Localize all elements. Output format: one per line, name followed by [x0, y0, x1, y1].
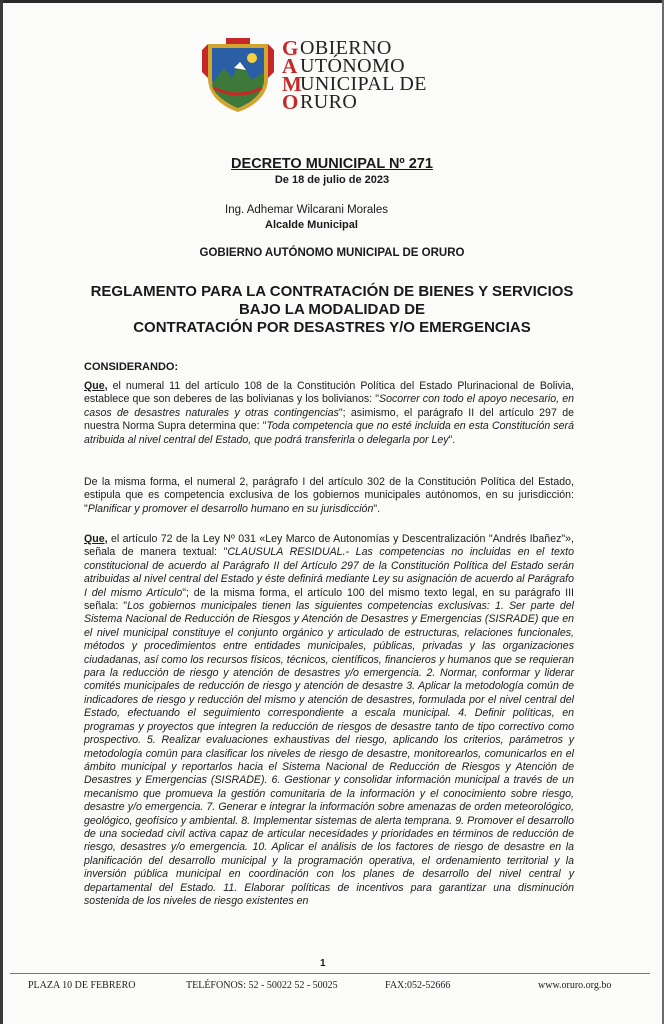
- footer-divider: [10, 973, 650, 974]
- regulation-title-line-1: REGLAMENTO PARA LA CONTRATACIÓN DE BIENES Y SERVICIOS: [90, 283, 574, 300]
- footer-phones: TELÉFONOS: 52 - 50022 52 - 50025: [186, 980, 338, 991]
- initial-g: G: [282, 36, 299, 60]
- paragraph-lead: Que,: [84, 533, 108, 545]
- quoted-text: Los gobiernos municipales tienen las siguientes competencias exclusivas: 1. Ser parte del Sistema Nacional de Reducción de Riesgos y Atención de Desastres y Emergencias (SISRADE) que en el nivel municipal constituye el conjunto orgánico y articulado de estructuras, relaciones funcionales, métodos y procedimientos entre entidades municipales, públicas, privadas y las organizaciones ciudadanas, así como los recursos físicos, técnicos, científicos, financieros y humanos que se requieran para la reducción de riesgo y atención de desastres y/o emergencia. 2. Normar, conformar y liderar comités municipales de reducción de riesgo y atención de desastre 3. Aplicar la metodología común de indicadores de riesgo y reducción del mismo y atención de desastres, formulada por el nivel central del Estado, efectuando el seguimiento correspondiente a escala municipal. 4. Definir políticas, en programas y proyectos que integren la reducción de riesgos de desastre tanto de tipo correctivo como prospectivo. 5. Realizar evaluaciones exhaustivas del riesgo, aplicando los criterios, parámetros y metodología común para clasificar los niveles de riesgo de desastre, monitorearlos, comunicarlos en el ámbito municipal y reportarlos hacia el Sistema Nacional de Reducción de Riesgos y Atención de Desastres y Emergencias (SISRADE). 6. Gestionar y consolidar información municipal a través de un mecanismo que promueva la gestión comunitaria de la información y el conocimiento sobre riesgo, desastre y/o emergencia. 7. Generar e integrar la información sobre amenazas de orden meteorológico, geológico, geofísico y ambiental. 8. Implementar sistemas de alerta temprana. 9. Promover el desarrollo de una sociedad civil activa capaz de articular necesidades y prioridades en términos de reducción de riesgo, desastres y/o emergencia. 10. Aplicar el análisis de los factores de riesgo de desastre en la planificación del desarrollo municipal y la programación operativa, el ordenamiento territorial y la inversión pública municipal en coordinación con los planes de desarrollo del nivel central y departamental del Estado. 11. Elaborar políticas de incentivos para garantizar una disminución sostenida de los niveles de riesgo existentes en: [84, 600, 574, 907]
- logo-words: [300, 39, 427, 111]
- paragraph-2: [84, 476, 574, 516]
- footer-fax: FAX:052-52666: [385, 980, 451, 991]
- paragraph-text: De la misma forma, el numeral 2, parágrafo I del artículo 302 de la Constitución Política del Estado, estipula que es competencia exclusiva de los gobiernos municipales autónomos, en su jurisdicción: ": [84, 476, 574, 515]
- decree-title: DECRETO MUNICIPAL Nº 271: [231, 156, 433, 172]
- quoted-text: Socorrer con todo el apoyo necesario, en casos de desastres naturales y otras contingencias: [84, 393, 574, 419]
- regulation-title: [0, 283, 664, 337]
- government-name: GOBIERNO AUTÓNOMO MUNICIPAL DE ORURO: [199, 247, 465, 259]
- mayor-title: Alcalde Municipal: [265, 219, 358, 231]
- paragraph-3: [84, 533, 574, 908]
- logo-initials: [282, 36, 302, 114]
- logo-line-3: UNICIPAL DE: [300, 73, 427, 95]
- initial-m: M: [282, 72, 302, 96]
- paragraph-text: "; asimismo, el parágrafo II del artículo 297 de nuestra Norma Supra determina que: ": [84, 406, 574, 433]
- regulation-title-line-2: BAJO LA MODALIDAD DE: [238, 301, 426, 318]
- paragraph-text: ".: [448, 433, 456, 446]
- coat-of-arms-icon: [200, 38, 276, 114]
- paragraph-text: ".: [373, 502, 381, 515]
- logo-line-4: RURO: [300, 91, 358, 113]
- logo-line-1: OBIERNO: [300, 37, 392, 59]
- regulation-title-line-3: CONTRATACIÓN POR DESASTRES Y/O EMERGENCIAS: [133, 319, 531, 336]
- initial-o: O: [282, 90, 299, 114]
- paragraph-text: "; de la misma forma, el artículo 100 del mismo texto legal, en su parágrafo III señala: ": [84, 586, 574, 613]
- letterhead: [200, 36, 460, 116]
- mayor-name: Ing. Adhemar Wilcarani Morales: [225, 204, 388, 216]
- paragraph-lead: Que,: [84, 380, 108, 392]
- quoted-text: Planificar y promover el desarrollo humano en su jurisdicción: [87, 502, 374, 515]
- paragraph-text: el artículo 72 de la Ley Nº 031 «Ley Marco de Autonomías y Descentralización "Andrés Ibañez"», señala de manera textual: ": [84, 533, 574, 559]
- logo-line-2: UTÓNOMO: [300, 55, 406, 77]
- considerando-heading: CONSIDERANDO:: [84, 361, 179, 373]
- scan-edge-left: [0, 0, 3, 1024]
- paragraph-1: [84, 380, 574, 447]
- initial-a: A: [282, 54, 298, 78]
- page-number: 1: [320, 958, 326, 969]
- footer-address: PLAZA 10 DE FEBRERO: [28, 980, 136, 991]
- quoted-text: CLAUSULA RESIDUAL.- Las competencias no incluidas en el texto constitucional de acuerdo al Parágrafo II del Artículo 297 de la Constitución Política del Estado serán atribuidas al nivel central del Estado y éste definirá mediante Ley su asignación de acuerdo al Parágrafo I del mismo Artículo: [84, 546, 574, 599]
- decree-date: De 18 de julio de 2023: [274, 174, 390, 186]
- footer-website: www.oruro.org.bo: [538, 980, 612, 991]
- scan-edge-top: [0, 0, 664, 3]
- paragraph-text: el numeral 11 del artículo 108 de la Constitución Política del Estado Plurinacional de Bolivia, establece que son deberes de las bolivianas y los bolivianos: ": [84, 380, 574, 406]
- quoted-text: Toda competencia que no esté incluida en esta Constitución será atribuida al nivel central del Estado, que podrá transferirla o delegarla por Ley: [84, 420, 574, 446]
